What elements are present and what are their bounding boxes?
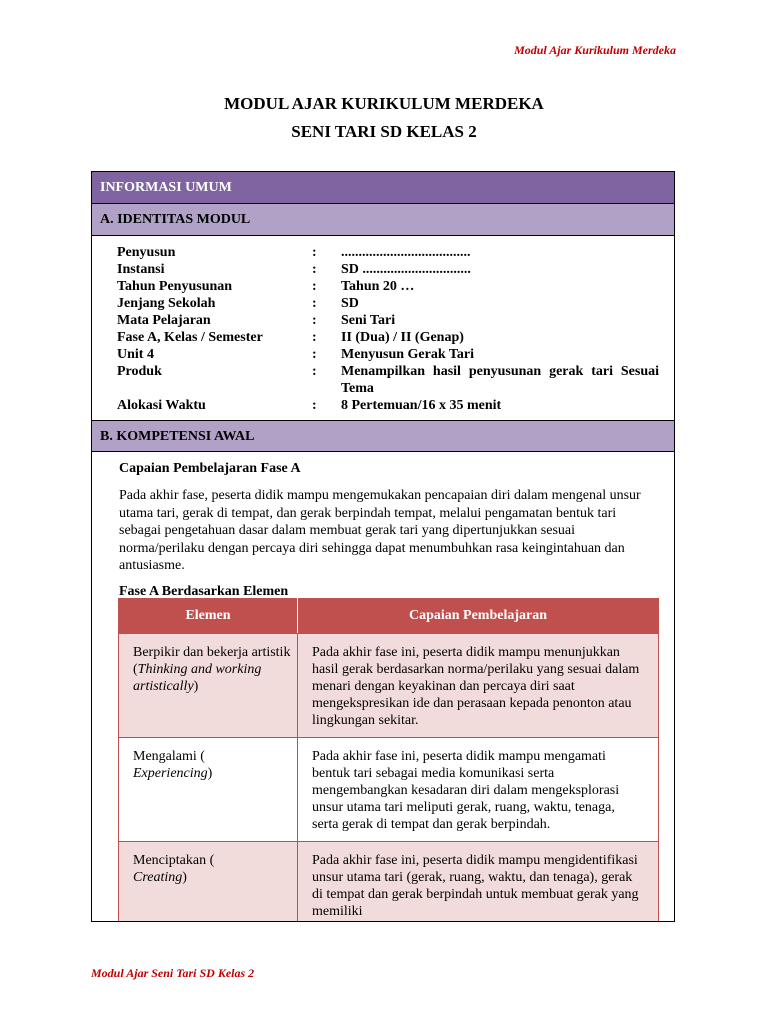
footer-note: Modul Ajar Seni Tari SD Kelas 2 — [91, 966, 255, 980]
identitas-value: Menyusun Gerak Tari — [341, 347, 475, 362]
identitas-row-tahun — [117, 278, 659, 295]
informasi-umum-heading: INFORMASI UMUM — [92, 172, 674, 204]
document-title: MODUL AJAR KURIKULUM MERDEKA — [224, 94, 544, 113]
identitas-colon: : — [312, 347, 317, 362]
elemen-english: Thinking and working artistically — [133, 662, 262, 694]
identitas-label: Produk — [117, 364, 162, 379]
identitas-label: Unit 4 — [117, 347, 154, 362]
identitas-value: ..................................... — [341, 245, 471, 260]
document-subtitle: SENI TARI SD KELAS 2 — [291, 122, 477, 141]
capaian-paragraph: Pada akhir fase, peserta didik mampu mengemukakan pencapaian diri dalam mengenal unsur utama tari, gerak di tempat, dan gerak berpindah tempat, melalui pengamatan bentuk tari sebagai pengetahuan dasar dalam membuat gerak tari yang dipertunjukkan sesuai norma/perilaku dengan percaya diri sehingga dapat menumbuhkan rasa keingintahuan dan antusiasme. — [119, 488, 641, 573]
elemen-cell — [119, 842, 298, 923]
identitas-label: Penyusun — [117, 245, 176, 260]
elemen-text: Mengalami ( — [133, 749, 205, 764]
identitas-value: Seni Tari — [341, 313, 396, 328]
identitas-label: Instansi — [117, 262, 165, 277]
identitas-colon: : — [312, 330, 317, 345]
table-row — [119, 842, 659, 923]
capaian-cell: Pada akhir fase ini, peserta didik mampu menunjukkan hasil gerak berdasarkan norma/perilaku yang sesuai dalam menari dengan keyakinan dan percaya diri saat mengekspresikan ide dan perasaan kepada penonton atau lingkungan sekitar. — [298, 634, 659, 738]
column-header-capaian: Capaian Pembelajaran — [298, 599, 659, 634]
identitas-colon: : — [312, 262, 317, 277]
identitas-colon: : — [312, 398, 317, 413]
kompetensi-section — [119, 460, 659, 600]
identitas-row-fase — [117, 329, 659, 346]
identitas-value: II (Dua) / II (Genap) — [341, 330, 464, 345]
identitas-row-instansi — [117, 261, 659, 278]
identitas-row-penyusun — [117, 244, 659, 261]
identitas-row-unit — [117, 346, 659, 363]
elemen-english: Creating — [133, 870, 183, 885]
capaian-cell: Pada akhir fase ini, peserta didik mampu mengamati bentuk tari sebagai media komunikasi serta mengembangkan kesadaran diri dalam mengeksplorasi unsur utama tari meliputi gerak, ruang, waktu, tenaga, serta gerak di tempat dan gerak berpindah. — [298, 738, 659, 842]
elemen-close: ) — [182, 870, 187, 885]
identitas-label: Alokasi Waktu — [117, 398, 206, 413]
informasi-umum-frame — [91, 171, 675, 922]
elemen-cell — [119, 634, 298, 738]
identitas-row-mapel — [117, 312, 659, 329]
identitas-row-produk — [117, 363, 659, 397]
elemen-english: Experiencing — [133, 766, 208, 781]
identitas-label: Fase A, Kelas / Semester — [117, 330, 263, 345]
identitas-colon: : — [312, 296, 317, 311]
elemen-text: Menciptakan ( — [133, 853, 215, 868]
identitas-value: Menampilkan hasil penyusunan gerak tari Sesuai Tema — [341, 364, 659, 396]
identitas-colon: : — [312, 313, 317, 328]
capaian-cell: Pada akhir fase ini, peserta didik mampu mengidentifikasi unsur utama tari (gerak, ruang, waktu, dan tenaga), gerak di tempat dan gerak berpindah untuk membuat gerak yang memiliki — [298, 842, 659, 923]
identitas-label: Mata Pelajaran — [117, 313, 211, 328]
header-note: Modul Ajar Kurikulum Merdeka — [514, 43, 676, 57]
identitas-list — [117, 244, 659, 414]
table-row — [119, 738, 659, 842]
identitas-row-alokasi — [117, 397, 659, 414]
capaian-heading: Capaian Pembelajaran Fase A — [119, 461, 301, 476]
table-row — [119, 634, 659, 738]
capaian-table — [118, 598, 659, 922]
identitas-colon: : — [312, 364, 317, 379]
identitas-value: Tahun 20 … — [341, 279, 415, 294]
identitas-label: Jenjang Sekolah — [117, 296, 216, 311]
elemen-text: Berpikir dan bekerja artistik ( — [133, 645, 291, 677]
identitas-colon: : — [312, 245, 317, 260]
identitas-value: SD ............................... — [341, 262, 471, 277]
identitas-label: Tahun Penyusunan — [117, 279, 233, 294]
column-header-elemen: Elemen — [119, 599, 298, 634]
identitas-modul-heading: A. IDENTITAS MODUL — [92, 204, 674, 236]
identitas-row-jenjang — [117, 295, 659, 312]
identitas-value: 8 Pertemuan/16 x 35 menit — [341, 398, 502, 413]
table-header-row — [119, 599, 659, 634]
elemen-heading: Fase A Berdasarkan Elemen — [119, 583, 289, 599]
elemen-close: ) — [207, 766, 213, 781]
identitas-value: SD — [341, 296, 359, 311]
identitas-colon: : — [312, 279, 317, 294]
elemen-cell — [119, 738, 298, 842]
kompetensi-awal-heading: B. KOMPETENSI AWAL — [92, 420, 674, 452]
elemen-close: ) — [193, 679, 199, 694]
